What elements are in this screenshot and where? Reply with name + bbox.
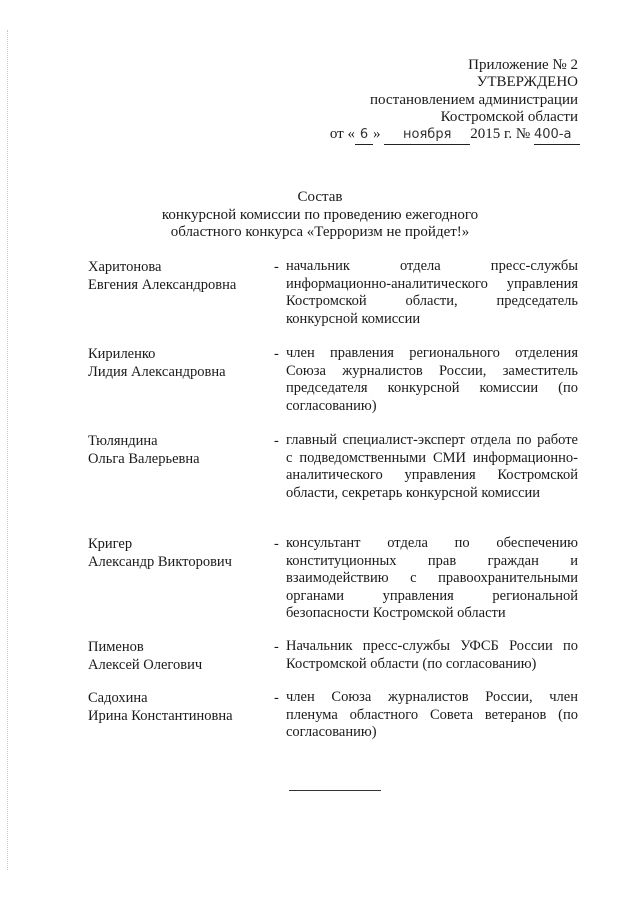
member-given-names: Александр Викторович	[88, 554, 232, 570]
decree-date-line	[330, 125, 580, 145]
member-role: начальник отдела пресс-службы информационно-аналитического управления Костромской области, председатель конкурсной комиссии	[286, 258, 578, 327]
member-surname: Кириленко	[88, 346, 156, 362]
member-role: член правления регионального отделения Союза журналистов России, заместитель председателя конкурсной комиссии (по согласованию)	[286, 345, 578, 414]
member-name	[88, 689, 273, 725]
member-dash: -	[274, 259, 279, 275]
member-dash: -	[274, 433, 279, 449]
member-name	[88, 432, 273, 468]
member-dash: -	[274, 346, 279, 362]
member-role: консультант отдела по обеспечению конституционных прав граждан и взаимодействию с правоохранительными органами управления региональной безопасности Костромской области	[286, 535, 578, 621]
member-name	[88, 258, 273, 294]
doc-subtitle-2: областного конкурса «Терроризм не пройдет!»	[170, 224, 470, 240]
margin-dots	[7, 30, 8, 870]
member-given-names: Алексей Олегович	[88, 657, 203, 673]
member-given-names: Евгения Александровна	[88, 277, 237, 293]
closing-rule	[289, 790, 381, 791]
member-given-names: Лидия Александровна	[88, 364, 226, 380]
decree-day: 6	[359, 127, 369, 142]
member-name	[88, 535, 273, 571]
member-given-names: Ольга Валерьевна	[88, 451, 200, 467]
member-surname: Пименов	[88, 639, 144, 655]
member-name	[88, 345, 273, 381]
date-mid: »	[372, 126, 381, 142]
member-surname: Кригер	[88, 536, 133, 552]
member-dash: -	[274, 536, 279, 552]
member-dash: -	[274, 690, 279, 706]
date-prefix: от «	[329, 126, 355, 142]
member-name	[88, 638, 273, 674]
appendix-label: Приложение № 2	[468, 57, 578, 73]
member-role: Начальник пресс-службы УФСБ России по Костромской области (по согласованию)	[286, 638, 578, 672]
region-line: Костромской области	[440, 109, 578, 125]
doc-title: Состав	[297, 189, 343, 205]
member-surname: Садохина	[88, 690, 148, 706]
approved-label: УТВЕРЖДЕНО	[476, 74, 578, 90]
decree-line: постановлением администрации	[370, 92, 578, 108]
decree-number: 400-а	[534, 127, 572, 142]
member-given-names: Ирина Константиновна	[88, 708, 233, 724]
member-role: главный специалист-эксперт отдела по работе с подведомственными СМИ информационно-аналитического управления Костромской области, секретарь конкурсной комиссии	[286, 432, 578, 501]
member-dash: -	[274, 639, 279, 655]
member-surname: Харитонова	[88, 259, 162, 275]
member-role: член Союза журналистов России, член пленума областного Совета ветеранов (по согласованию)	[286, 689, 578, 740]
member-surname: Тюляндина	[88, 433, 158, 449]
decree-year: 2015 г. №	[470, 126, 531, 142]
decree-month: ноября	[403, 127, 452, 142]
doc-subtitle-1: конкурсной комиссии по проведению ежегодного	[161, 207, 479, 223]
